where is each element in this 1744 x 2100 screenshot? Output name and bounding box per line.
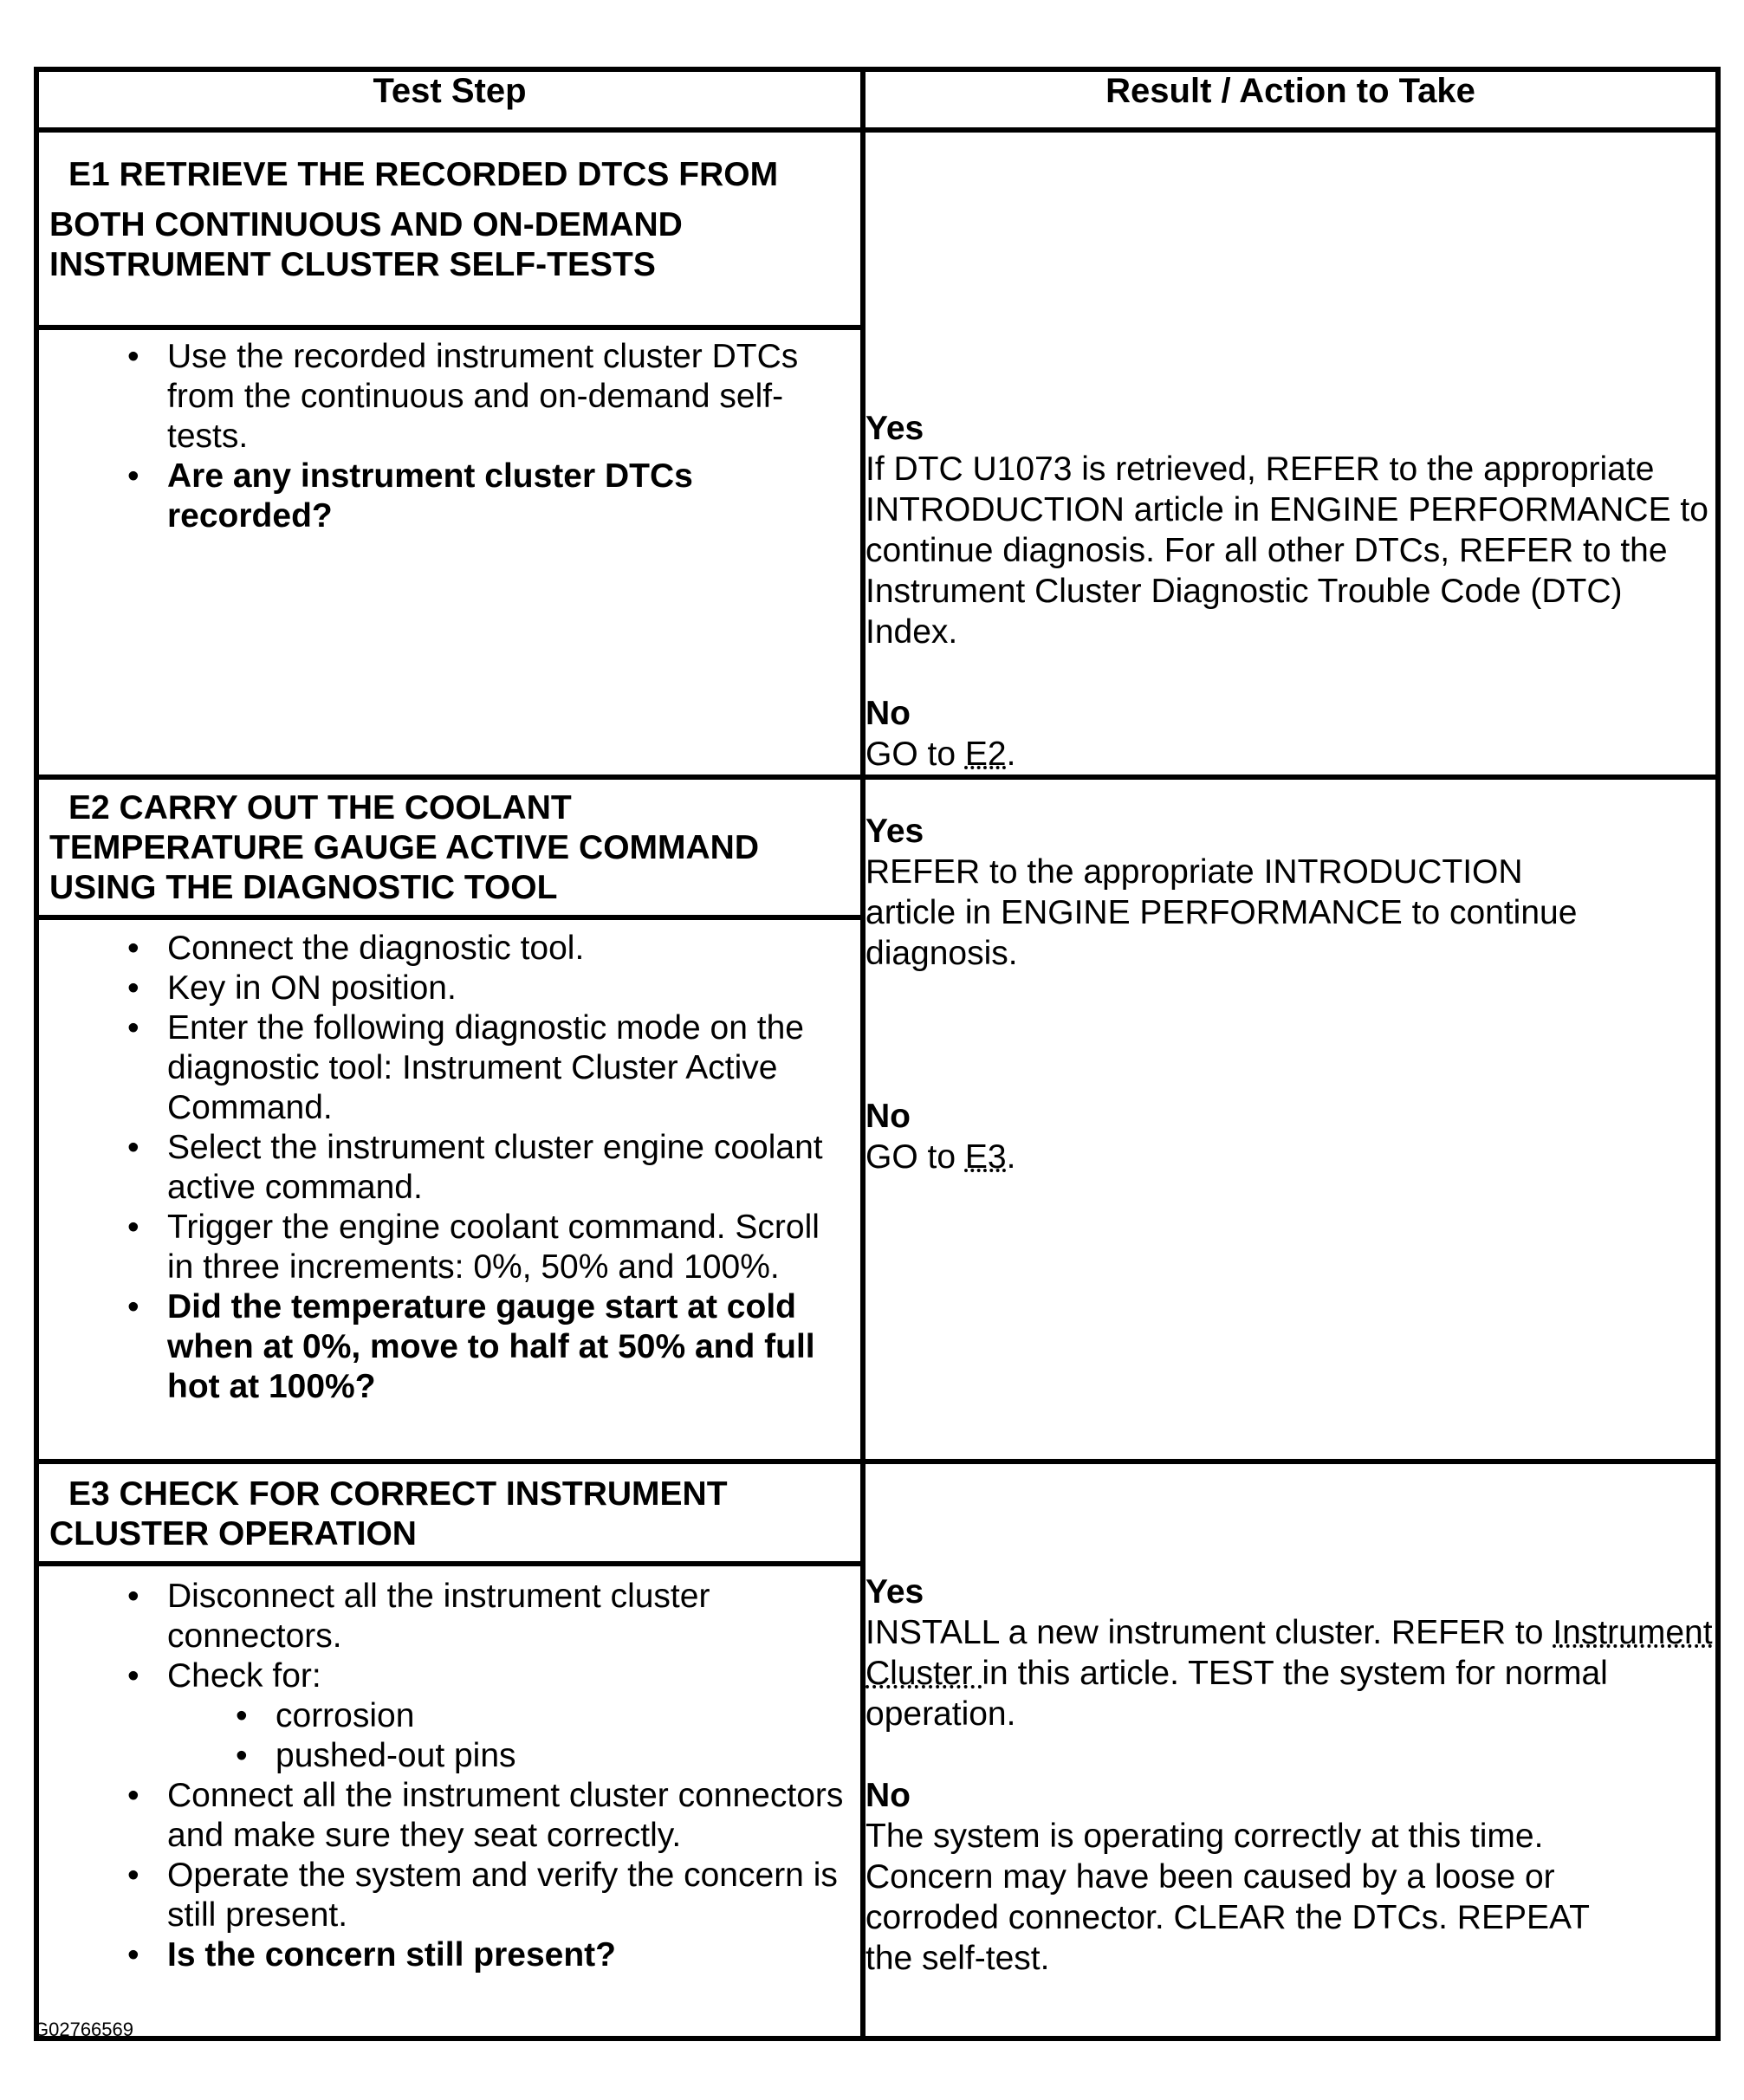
list-item: • Connect all the instrument cluster connectors and make sure they seat correctly. — [167, 1776, 850, 1856]
step-e1-question: • Are any instrument cluster DTCs recorded? — [167, 457, 850, 536]
list-item: • Connect the diagnostic tool. — [167, 929, 850, 969]
list-item: • Disconnect all the instrument cluster connectors. — [167, 1577, 850, 1656]
step-e3-question: • Is the concern still present? — [167, 1935, 850, 1975]
step-e2-body — [39, 920, 860, 1412]
step-e3-title — [39, 1464, 860, 1561]
header-row — [36, 69, 1718, 130]
step-e3-yes-suffix: in this article. TEST the system for normal operation. — [866, 1655, 1608, 1733]
step-e2-yes-label: Yes — [866, 813, 924, 850]
step-e1-yes-label: Yes — [866, 410, 924, 447]
link-e3[interactable]: E3 — [964, 1138, 1007, 1176]
header-result: Result / Action to Take — [863, 69, 1718, 130]
step-e2-result-cell — [863, 777, 1718, 1462]
step-e3-body — [39, 1566, 860, 1980]
step-e1-no-prefix: GO to — [866, 736, 965, 773]
step-e2-result — [866, 780, 1715, 1177]
step-e3-check-for: Check for: — [167, 1657, 321, 1695]
step-e3-no-label: No — [866, 1777, 911, 1814]
step-e2-title-cell — [36, 777, 863, 917]
step-e1-title-cell — [36, 130, 863, 327]
figure-id: G02766569 — [34, 2019, 133, 2040]
step-e2-body-cell — [36, 917, 863, 1462]
step-e2-title-rest: TEMPERATURE GAUGE ACTIVE COMMAND USING THE DIAGNOSTIC TOOL — [49, 829, 759, 906]
list-item: • Operate the system and verify the concern is still present. — [167, 1856, 850, 1935]
step-e3-title-line1: E3 CHECK FOR CORRECT INSTRUMENT — [68, 1475, 728, 1513]
link-instrument-cluster[interactable]: Instrument Cluster — [866, 1614, 1713, 1692]
header-test-step: Test Step — [36, 69, 863, 130]
list-item: • Select the instrument cluster engine coolant active command. — [167, 1128, 850, 1208]
step-e1-no-text — [866, 734, 1715, 775]
step-e1-body — [39, 330, 860, 541]
step-e3-title-row — [36, 1462, 1718, 1564]
step-e2-no-prefix: GO to — [866, 1138, 965, 1176]
step-e2-title-row — [36, 777, 1718, 917]
diagnostic-table — [34, 67, 1721, 2041]
step-e3-title-cell — [36, 1462, 863, 1564]
step-e2-no-text — [866, 1137, 1715, 1177]
step-e3-yes-prefix: INSTALL a new instrument cluster. REFER to — [866, 1614, 1553, 1651]
step-e2-title — [39, 780, 860, 915]
step-e3-title-rest: CLUSTER OPERATION — [49, 1515, 417, 1552]
step-e1-title-row — [36, 130, 1718, 327]
step-e3-result-cell — [863, 1462, 1718, 2038]
list-item: • Trigger the engine coolant command. Scroll in three increments: 0%, 50% and 100%. — [167, 1208, 850, 1287]
step-e2-bullet-list — [49, 929, 850, 1407]
list-item: • Use the recorded instrument cluster DTCs from the continuous and on-demand self-tests. — [167, 337, 850, 457]
list-item: • Enter the following diagnostic mode on the diagnostic tool: Instrument Cluster Active Command. — [167, 1008, 850, 1128]
step-e1-title-rest: BOTH CONTINUOUS AND ON-DEMAND INSTRUMENT CLUSTER SELF-TESTS — [49, 206, 683, 283]
step-e1-no-label: No — [866, 695, 911, 732]
step-e1-body-cell — [36, 327, 863, 777]
step-e2-question: • Did the temperature gauge start at cold when at 0%, move to half at 50% and full hot at 100%? — [167, 1287, 850, 1407]
step-e2-no-suffix: . — [1006, 1138, 1016, 1176]
step-e1-yes-text: If DTC U1073 is retrieved, REFER to the appropriate INTRODUCTION article in ENGINE PERFORMANCE to continue diagnosis. For all other DTCs, REFER to the Instrument Cluster Diagnostic Trouble Code (DTC) Index. — [866, 450, 1708, 651]
step-e1-result-cell — [863, 130, 1718, 777]
step-e3-body-cell — [36, 1564, 863, 2038]
step-e1-title-line1: E1 RETRIEVE THE RECORDED DTCS FROM — [68, 156, 779, 193]
step-e3-yes-label: Yes — [866, 1573, 924, 1611]
step-e3-result — [866, 1464, 1715, 1979]
step-e3-no-text: The system is operating correctly at this time. Concern may have been caused by a loose or corroded connector. CLEAR the DTCs. REPEAT the self-test. — [866, 1818, 1590, 1977]
list-item — [167, 1656, 850, 1776]
step-e1-no-suffix: . — [1006, 736, 1016, 773]
link-e2[interactable]: E2 — [964, 736, 1007, 773]
step-e2-title-line1: E2 CARRY OUT THE COOLANT — [68, 789, 572, 826]
step-e3-sub-list — [167, 1696, 850, 1776]
step-e2-no-label: No — [866, 1098, 911, 1135]
list-item: • pushed-out pins — [276, 1736, 850, 1776]
step-e3-bullet-list — [49, 1577, 850, 1975]
step-e1-title — [39, 133, 860, 292]
step-e3-yes-text — [866, 1612, 1715, 1734]
step-e1-bullet-list — [49, 337, 850, 536]
step-e2-yes-text: REFER to the appropriate INTRODUCTION article in ENGINE PERFORMANCE to continue diagnosis. — [866, 853, 1578, 972]
list-item: • Key in ON position. — [167, 969, 850, 1008]
step-e1-result — [866, 133, 1715, 775]
list-item: • corrosion — [276, 1696, 850, 1736]
